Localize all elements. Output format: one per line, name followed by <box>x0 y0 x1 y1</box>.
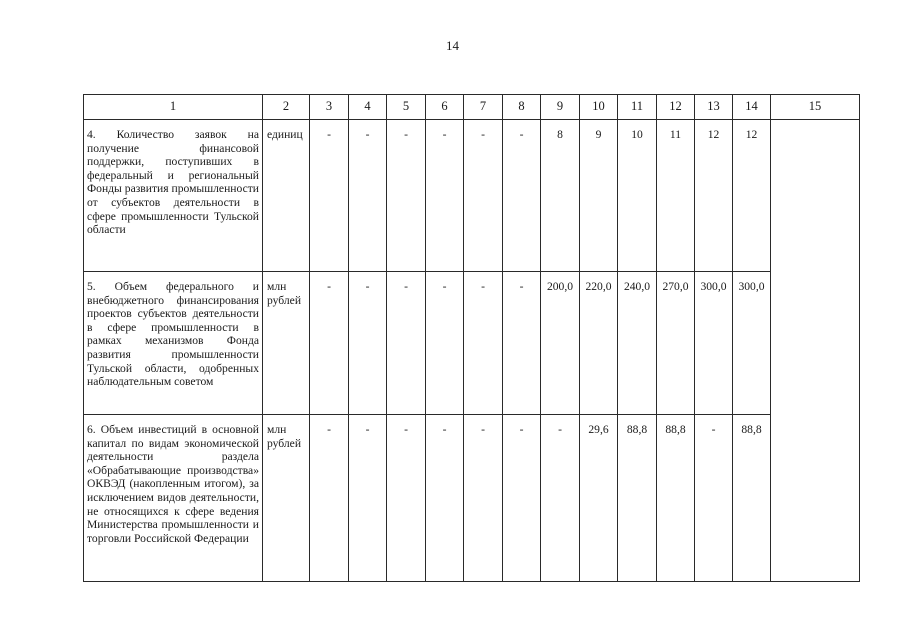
header-cell: 6 <box>426 95 464 120</box>
value-cell: 200,0 <box>541 272 580 415</box>
value-cell: - <box>310 120 349 272</box>
header-cell: 15 <box>771 95 860 120</box>
value-cell: - <box>503 272 541 415</box>
value-cell: 29,6 <box>580 415 618 582</box>
header-cell: 2 <box>263 95 310 120</box>
value-cell: - <box>464 120 503 272</box>
value-cell: 300,0 <box>733 272 771 415</box>
value-cell: - <box>503 415 541 582</box>
indicator-name: 5. Объем федерального и внебюджетного финансирования проектов субъектов деятельности в сфере промышленности в рамках механизмов Фонда развития промышленности Тульской области, одобренных наблюдательным советом <box>84 272 263 415</box>
value-cell: - <box>503 120 541 272</box>
indicator-unit: млн рублей <box>263 415 310 582</box>
column-15-cell <box>771 120 860 582</box>
value-cell: - <box>464 415 503 582</box>
value-cell: - <box>349 272 387 415</box>
value-cell: - <box>426 120 464 272</box>
table-row <box>84 272 860 415</box>
header-cell: 8 <box>503 95 541 120</box>
table-row <box>84 120 860 272</box>
value-cell: 88,8 <box>733 415 771 582</box>
value-cell: - <box>541 415 580 582</box>
page-number: 14 <box>446 38 459 53</box>
table-row <box>84 415 860 582</box>
value-cell: 9 <box>580 120 618 272</box>
indicator-unit: млн рублей <box>263 272 310 415</box>
header-cell: 14 <box>733 95 771 120</box>
indicator-unit: единиц <box>263 120 310 272</box>
value-cell: 12 <box>733 120 771 272</box>
header-cell: 12 <box>657 95 695 120</box>
value-cell: - <box>387 120 426 272</box>
header-cell: 1 <box>84 95 263 120</box>
value-cell: 11 <box>657 120 695 272</box>
value-cell: 300,0 <box>695 272 733 415</box>
indicator-name: 6. Объем инвестиций в основной капитал по видам экономической деятельности раздела «Обрабатывающие производства» ОКВЭД (накопленным итогом), за исключением видов деятельности, не относящихся к сфере ведения Министерства промышленности и торговли Российской Федерации <box>84 415 263 582</box>
value-cell: - <box>387 272 426 415</box>
value-cell: - <box>349 415 387 582</box>
value-cell: 220,0 <box>580 272 618 415</box>
value-cell: - <box>426 415 464 582</box>
header-cell: 10 <box>580 95 618 120</box>
header-cell: 3 <box>310 95 349 120</box>
value-cell: - <box>310 415 349 582</box>
value-cell: 270,0 <box>657 272 695 415</box>
value-cell: - <box>426 272 464 415</box>
value-cell: - <box>695 415 733 582</box>
value-cell: - <box>349 120 387 272</box>
header-cell: 4 <box>349 95 387 120</box>
value-cell: 240,0 <box>618 272 657 415</box>
value-cell: 10 <box>618 120 657 272</box>
header-cell: 7 <box>464 95 503 120</box>
header-cell: 5 <box>387 95 426 120</box>
value-cell: - <box>387 415 426 582</box>
value-cell: - <box>310 272 349 415</box>
indicators-table <box>83 94 860 582</box>
value-cell: 88,8 <box>657 415 695 582</box>
value-cell: 8 <box>541 120 580 272</box>
value-cell: - <box>464 272 503 415</box>
header-cell: 11 <box>618 95 657 120</box>
header-cell: 13 <box>695 95 733 120</box>
header-row <box>84 95 860 120</box>
value-cell: 88,8 <box>618 415 657 582</box>
indicator-name: 4. Количество заявок на получение финансовой поддержки, поступивших в федеральный и региональный Фонды развития промышленности от субъектов деятельности в сфере промышленности Тульской области <box>84 120 263 272</box>
value-cell: 12 <box>695 120 733 272</box>
header-cell: 9 <box>541 95 580 120</box>
